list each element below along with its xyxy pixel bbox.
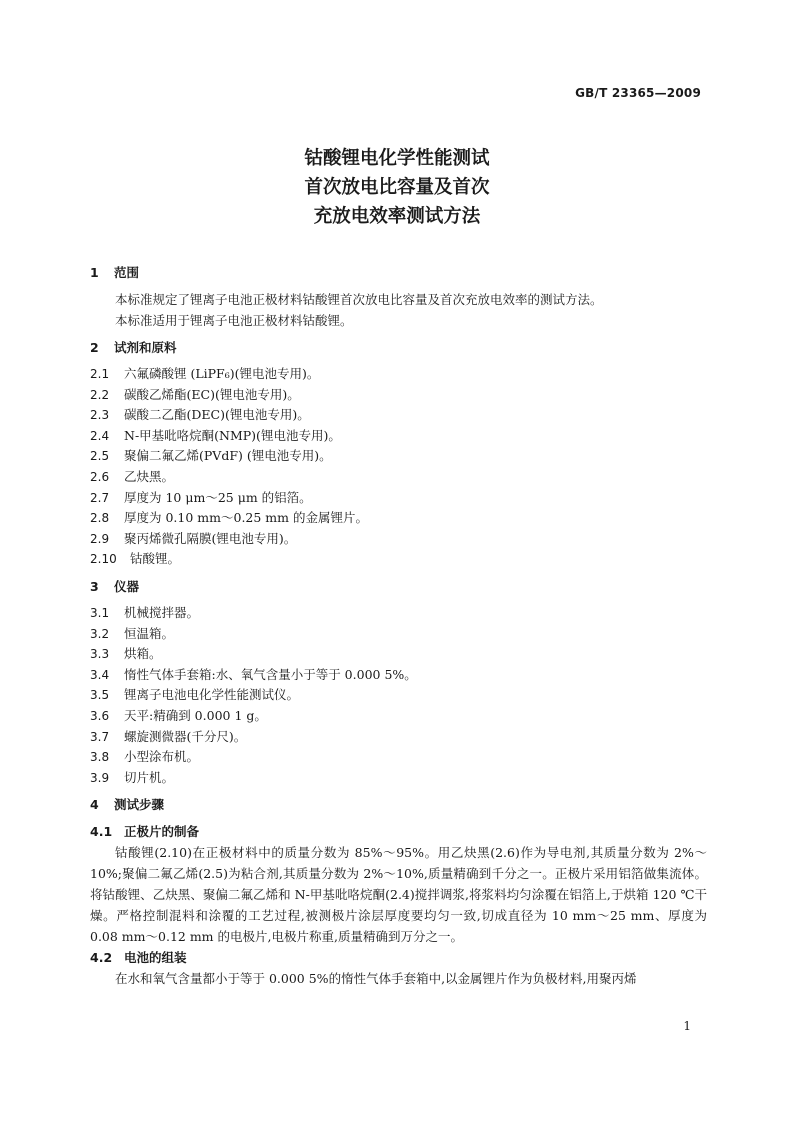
title-line-3: 充放电效率测试方法	[313, 206, 481, 227]
item-text: 惰性气体手套箱:水、氧气含量小于等于 0.000 5%。	[124, 666, 417, 682]
section-title: 仪器	[114, 578, 140, 594]
list-item	[90, 727, 707, 748]
list-item	[90, 706, 707, 727]
item-number: 3.1	[90, 605, 110, 620]
item-text: 恒温箱。	[124, 625, 175, 641]
standard-id: GB/T 23365—2009	[575, 86, 701, 100]
section-3-heading	[90, 576, 707, 597]
section-1-heading	[90, 262, 707, 283]
item-number: 2.5	[90, 449, 110, 464]
section-number: 3	[90, 578, 99, 594]
list-item	[90, 364, 707, 385]
section-2-heading	[90, 337, 707, 358]
item-number: 2.8	[90, 511, 110, 526]
section-title: 试剂和原料	[114, 340, 177, 355]
item-text: 六氟磷酸锂 (LiPF₆)(锂电池专用)。	[124, 366, 320, 381]
list-item	[90, 665, 707, 686]
subsection-title: 正极片的制备	[124, 824, 200, 840]
paragraph: 在水和氧气含量都小于等于 0.000 5%的惰性气体手套箱中,以金属锂片作为负极材料,用聚丙烯	[115, 971, 637, 987]
item-number: 3.4	[90, 667, 110, 682]
list-item	[90, 685, 707, 706]
item-text: 厚度为 0.10 mm～0.25 mm 的金属锂片。	[124, 510, 368, 526]
list-item	[90, 508, 707, 529]
list-item	[90, 488, 707, 509]
item-text: 天平:精确到 0.000 1 g。	[124, 707, 267, 723]
item-text: 碳酸二乙酯(DEC)(锂电池专用)。	[124, 407, 310, 423]
item-number: 2.6	[90, 469, 110, 484]
list-item	[90, 467, 707, 488]
document-title	[0, 144, 794, 231]
item-number: 3.2	[90, 626, 110, 641]
paragraph: 本标准规定了锂离子电池正极材料钴酸锂首次放电比容量及首次充放电效率的测试方法。	[115, 292, 603, 307]
item-text: 钴酸锂。	[130, 551, 181, 567]
list-item	[90, 385, 707, 406]
list-item	[90, 747, 707, 768]
item-text: 碳酸乙烯酯(EC)(锂电池专用)。	[124, 386, 300, 402]
item-number: 3.7	[90, 729, 110, 744]
paragraph: 钴酸锂(2.10)在正极材料中的质量分数为 85%～95%。用乙炔黑(2.6)作为导电剂,其质量分数为 2%～10%;聚偏二氟乙烯(2.5)为粘合剂,其质量分数为 2%～10%,质量精确到千分之一。正极片采用铝箔做集流体。将钴酸锂、乙炔黑、聚偏二氟乙烯和 N-甲基吡咯烷酮(2.4)搅拌调浆,将浆料均匀涂覆在铝箔上,于烘箱 120 ℃干燥。严格控制混料和涂覆的工艺过程,被测极片涂层厚度要均匀一致,切成直径为 10 mm～25 mm、厚度为 0.08 mm～0.12 mm 的电极片,电极片称重,质量精确到万分之一。	[90, 845, 707, 945]
item-number: 2.9	[90, 531, 110, 546]
section-title: 范围	[114, 265, 140, 280]
subsection-4-2-heading	[90, 947, 707, 968]
item-number: 3.5	[90, 688, 110, 703]
subsection-number: 4.2	[90, 950, 113, 966]
item-text: 聚偏二氟乙烯(PVdF) (锂电池专用)。	[124, 448, 332, 464]
list-item	[90, 446, 707, 467]
section-number: 1	[90, 265, 99, 280]
item-number: 3.8	[90, 750, 110, 765]
list-item	[90, 405, 707, 426]
item-text: 机械搅拌器。	[124, 604, 200, 620]
item-text: 切片机。	[124, 769, 175, 785]
document-body	[90, 262, 707, 989]
item-number: 2.1	[90, 367, 110, 381]
item-text: 烘箱。	[124, 646, 162, 662]
list-item	[90, 603, 707, 624]
list-item	[90, 644, 707, 665]
item-number: 3.3	[90, 647, 110, 662]
section-title: 测试步骤	[114, 797, 165, 813]
section-number: 4	[90, 797, 99, 813]
list-item	[90, 624, 707, 645]
item-number: 2.4	[90, 428, 110, 443]
item-text: 乙炔黑。	[124, 468, 175, 484]
item-number: 2.2	[90, 387, 110, 402]
item-number: 3.6	[90, 708, 110, 723]
item-text: 厚度为 10 μm～25 μm 的铝箔。	[124, 489, 312, 505]
list-item	[90, 768, 707, 789]
item-number: 2.7	[90, 490, 110, 505]
item-number: 2.10	[90, 552, 117, 567]
paragraph: 本标准适用于锂离子电池正极材料钴酸锂。	[115, 313, 353, 328]
section-number: 2	[90, 340, 99, 355]
item-number: 3.9	[90, 770, 110, 785]
list-item	[90, 529, 707, 550]
item-text: 聚丙烯微孔隔膜(锂电池专用)。	[124, 530, 297, 546]
item-number: 2.3	[90, 408, 110, 423]
subsection-title: 电池的组装	[124, 950, 187, 966]
subsection-number: 4.1	[90, 824, 113, 840]
list-item	[90, 549, 707, 570]
section-4-heading	[90, 794, 707, 815]
item-text: 螺旋测微器(千分尺)。	[124, 728, 247, 744]
list-item	[90, 426, 707, 447]
title-line-1: 钴酸锂电化学性能测试	[304, 148, 490, 169]
subsection-4-1-heading	[90, 821, 707, 842]
item-text: 小型涂布机。	[124, 749, 200, 765]
page-number: 1	[683, 1019, 691, 1033]
title-line-2: 首次放电比容量及首次	[304, 177, 490, 198]
item-text: N-甲基吡咯烷酮(NMP)(锂电池专用)。	[124, 427, 341, 443]
item-text: 锂离子电池电化学性能测试仪。	[124, 687, 300, 703]
